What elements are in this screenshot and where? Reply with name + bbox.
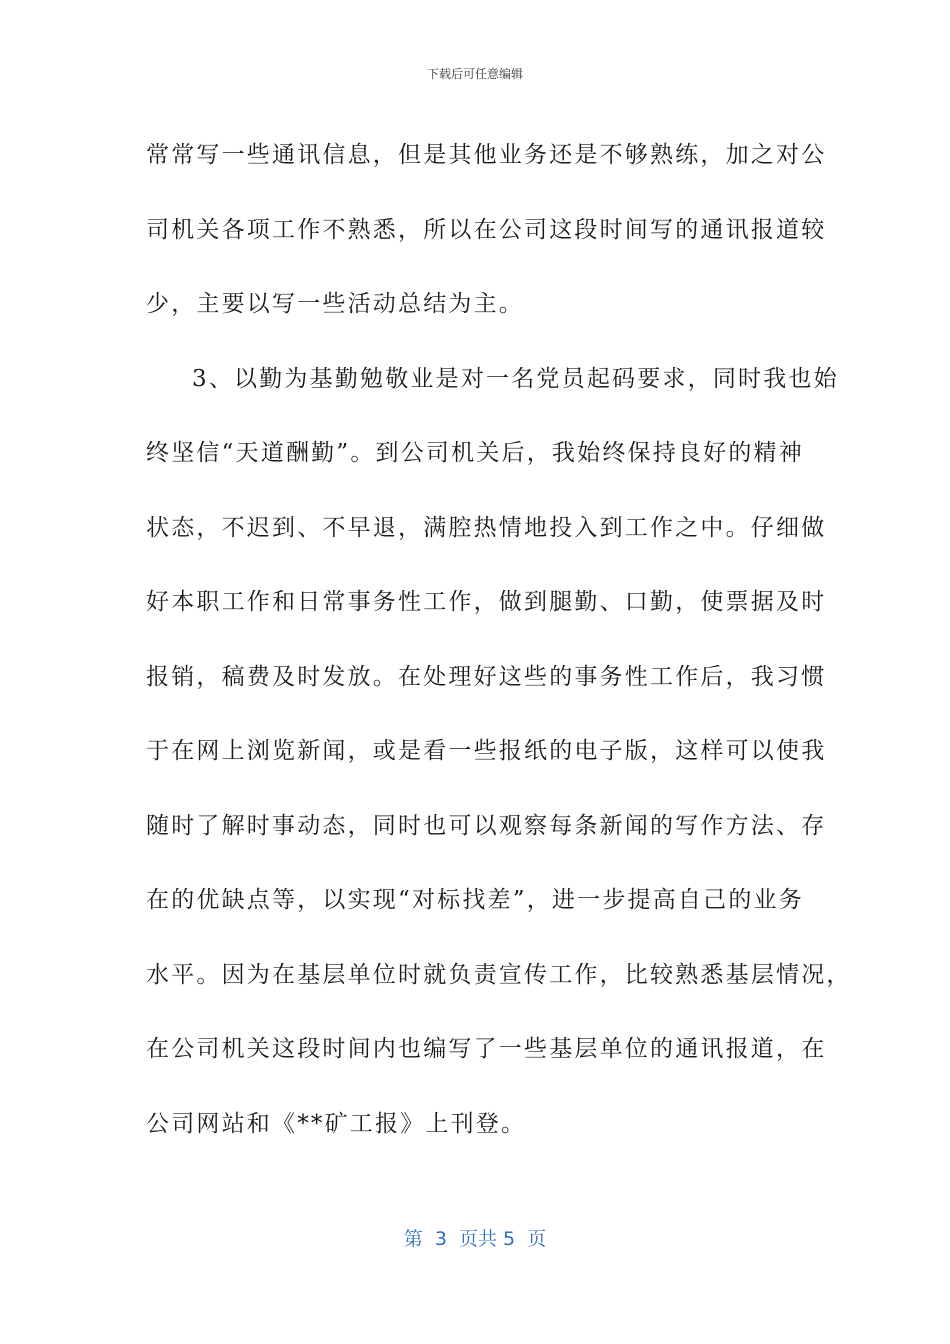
document-body <box>146 118 852 1161</box>
page-header: 下载后可任意编辑 <box>426 67 523 81</box>
body-line-9: 于在网上浏览新闻，或是看一些报纸的电子版，这样可以使我 <box>146 738 827 764</box>
body-line-11: 在的优缺点等，以实现“对标找差”，进一步提高自己的业务 <box>146 887 804 913</box>
body-line-1: 常常写一些通讯信息，但是其他业务还是不够熟练，加之对公 <box>146 142 827 168</box>
body-line-2: 司机关各项工作不熟悉，所以在公司这段时间写的通讯报道较 <box>146 216 827 243</box>
body-line-13: 在公司机关这段时间内也编写了一些基层单位的通讯报道，在 <box>146 1036 827 1062</box>
body-line-3: 少，主要以写一些活动总结为主。 <box>146 291 524 317</box>
body-line-4: 3、以勤为基勤勉敬业是对一名党员起码要求，同时我也始 <box>192 365 839 392</box>
body-line-14: 公司网站和《**矿工报》上刊登。 <box>146 1110 527 1137</box>
body-line-5: 终坚信“天道酬勤”。到公司机关后，我始终保持良好的精神 <box>146 440 804 466</box>
body-line-8: 报销，稿费及时发放。在处理好这些的事务性工作后，我习惯 <box>146 663 827 690</box>
page-number-footer: 第 3 页共 5 页 <box>403 1228 547 1250</box>
body-line-12: 水平。因为在基层单位时就负责宣传工作，比较熟悉基层情况， <box>146 961 852 988</box>
body-line-10: 随时了解时事动态，同时也可以观察每条新闻的写作方法、存 <box>146 812 827 839</box>
body-line-7: 好本职工作和日常事务性工作，做到腿勤、口勤，使票据及时 <box>146 589 827 615</box>
body-line-6: 状态，不迟到、不早退，满腔热情地投入到工作之中。仔细做 <box>146 514 827 541</box>
